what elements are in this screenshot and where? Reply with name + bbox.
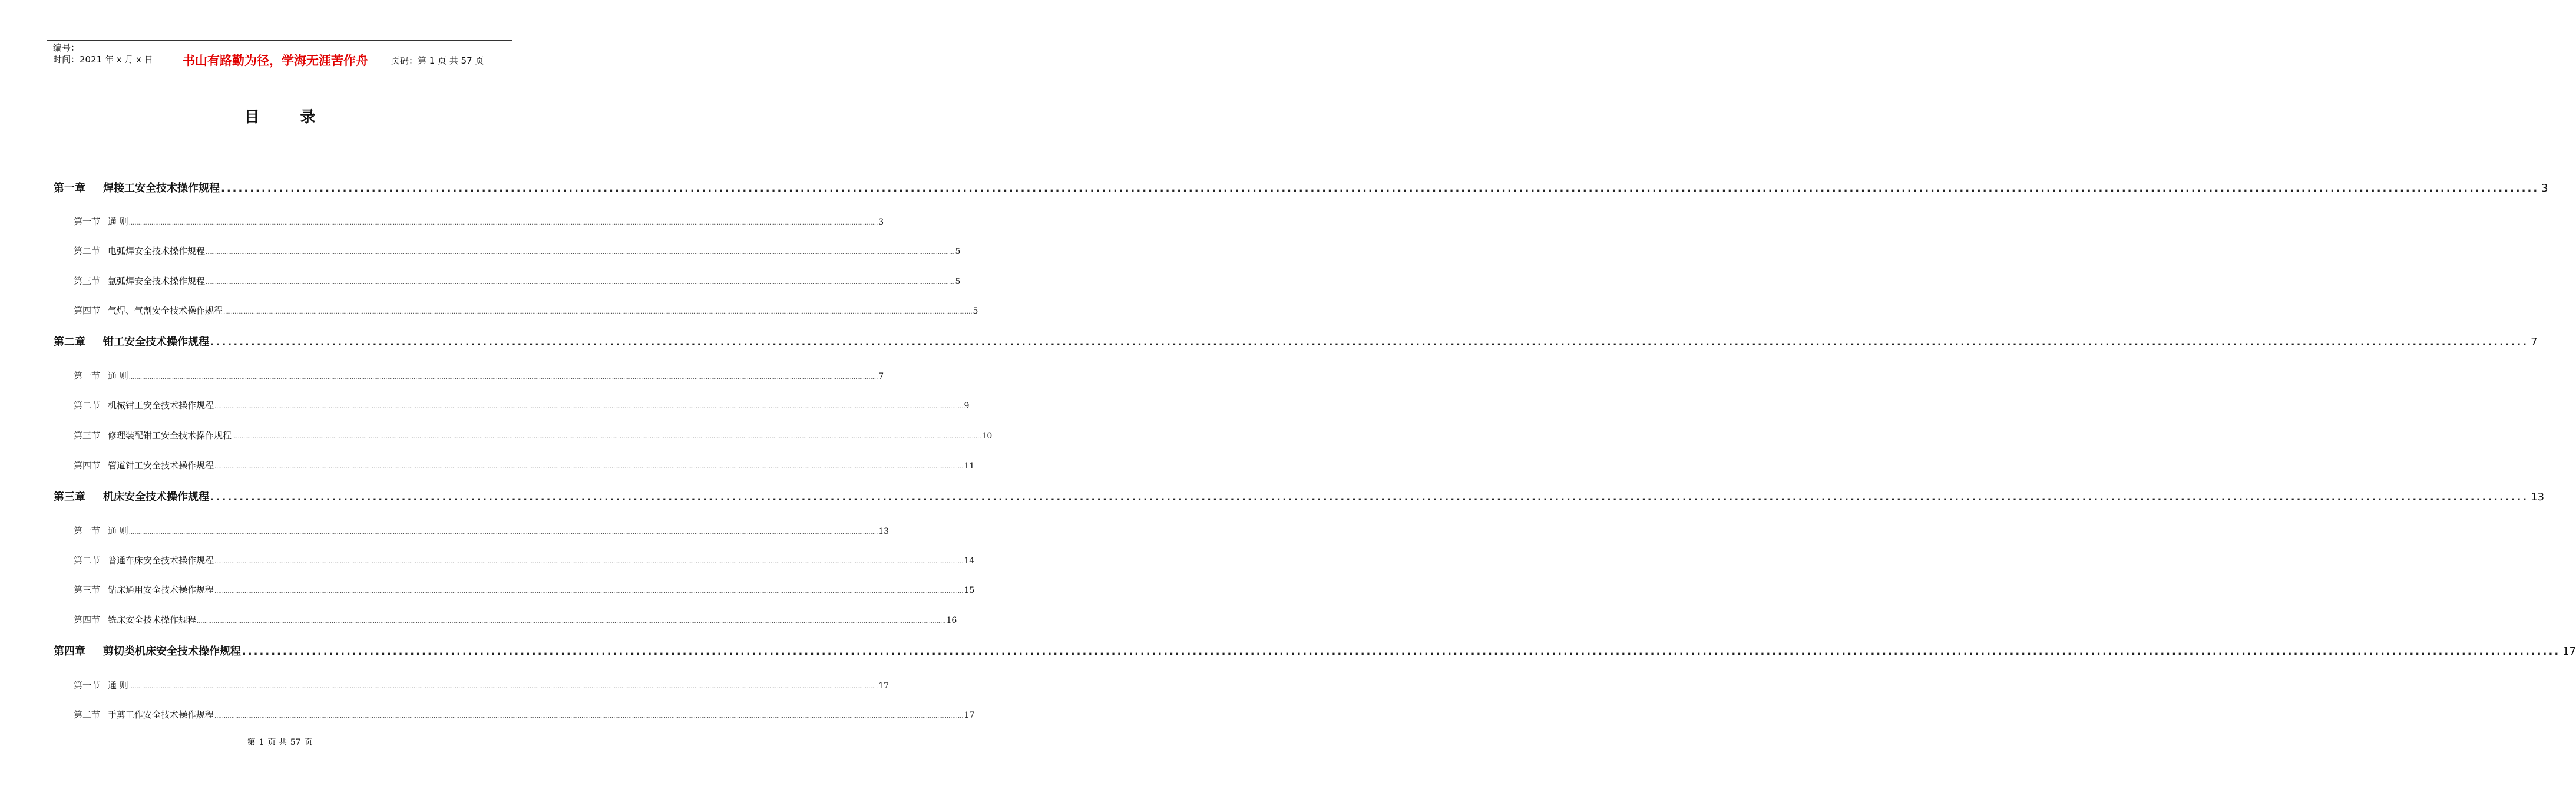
- toc-entry-title: 通 则: [108, 371, 128, 381]
- toc-entry-number: 第一节: [74, 680, 101, 691]
- toc-entry-title: 钳工安全技术操作规程: [103, 336, 209, 348]
- toc-dot-leader: ................................................................................................................................................................................................................................................................................................................................................................................................................: [214, 713, 964, 720]
- toc-entry-number: 第四章: [54, 645, 85, 658]
- toc-section-entry[interactable]: [74, 554, 975, 566]
- toc-entry-page: 10: [981, 431, 993, 441]
- toc-entry-page: 17: [2562, 645, 2576, 658]
- toc-dot-leader: ................................................................................................................................................................................................................................................................................................................................................................................................................: [128, 220, 878, 226]
- toc-entry-number: 第一节: [74, 371, 101, 381]
- footer-suffix: 页: [304, 738, 313, 747]
- toc-entry-page: 7: [878, 372, 884, 381]
- toc-entry-title: 手剪工作安全技术操作规程: [108, 710, 214, 720]
- toc-entry-number: 第二节: [74, 710, 101, 720]
- toc-section-entry[interactable]: [74, 215, 884, 227]
- toc-dot-leader: ................................................................................................................................................................................................................................................................................................................................................................................................................: [210, 336, 2529, 348]
- toc-entry-title: 剪切类机床安全技术操作规程: [103, 645, 241, 658]
- toc-entry-number: 第二章: [54, 336, 85, 348]
- toc-entry-title: 通 则: [108, 526, 128, 536]
- toc-entry-number: 第三节: [74, 585, 101, 595]
- header-page-info: 页码：第 1 页 共 57 页: [391, 55, 484, 66]
- toc-section-entry[interactable]: [74, 369, 884, 382]
- footer-total-pages: 57: [290, 738, 301, 747]
- toc-dot-leader: ................................................................................................................................................................................................................................................................................................................................................................................................................: [214, 404, 964, 410]
- serial-label: 编号：: [53, 42, 80, 53]
- toc-section-entry[interactable]: [74, 429, 993, 441]
- toc-section-entry[interactable]: [74, 679, 889, 691]
- toc-section-entry[interactable]: [74, 275, 961, 287]
- toc-entry-title: 机械钳工安全技术操作规程: [108, 400, 214, 411]
- toc-entry-number: 第三节: [74, 430, 101, 441]
- toc-entry-number: 第一章: [54, 182, 85, 194]
- toc-dot-leader: ................................................................................................................................................................................................................................................................................................................................................................................................................: [210, 491, 2529, 503]
- toc-entry-number: 第三章: [54, 491, 85, 503]
- toc-dot-leader: ................................................................................................................................................................................................................................................................................................................................................................................................................: [214, 588, 964, 595]
- toc-entry-page: 11: [964, 461, 975, 471]
- toc-entry-number: 第二节: [74, 555, 101, 566]
- toc-dot-leader: ................................................................................................................................................................................................................................................................................................................................................................................................................: [128, 684, 878, 690]
- toc-entry-page: 15: [964, 586, 975, 595]
- toc-dot-leader: ................................................................................................................................................................................................................................................................................................................................................................................................................: [232, 434, 981, 440]
- toc-chapter-entry[interactable]: [54, 489, 2545, 504]
- toc-entry-number: 第一节: [74, 526, 101, 536]
- toc-entry-title: 钻床通用安全技术操作规程: [108, 585, 214, 595]
- time-label: 时间：2021 年 x 月 x 日: [53, 54, 153, 65]
- toc-entry-number: 第一节: [74, 216, 101, 227]
- toc-chapter-entry[interactable]: [54, 643, 2576, 658]
- toc-dot-leader: ................................................................................................................................................................................................................................................................................................................................................................................................................: [197, 618, 946, 625]
- toc-dot-leader: ................................................................................................................................................................................................................................................................................................................................................................................................................: [128, 374, 878, 381]
- toc-entry-title: 电弧焊安全技术操作规程: [108, 246, 206, 256]
- page-footer: [0, 736, 560, 748]
- toc-chapter-entry[interactable]: [54, 334, 2538, 349]
- toc-entry-title: 通 则: [108, 216, 128, 227]
- toc-entry-title: 氩弧焊安全技术操作规程: [108, 276, 206, 286]
- toc-entry-page: 17: [878, 681, 889, 691]
- toc-entry-number: 第四节: [74, 305, 101, 316]
- toc-dot-leader: ................................................................................................................................................................................................................................................................................................................................................................................................................: [223, 309, 973, 315]
- toc-entry-page: 3: [2541, 182, 2548, 194]
- toc-entry-title: 机床安全技术操作规程: [103, 491, 209, 503]
- header-motto: 书山有路勤为径，学海无涯苦作舟: [166, 41, 385, 80]
- toc-section-entry[interactable]: [74, 304, 978, 316]
- toc-dot-leader: ................................................................................................................................................................................................................................................................................................................................................................................................................: [221, 182, 2539, 194]
- toc-entry-page: 3: [878, 217, 884, 227]
- toc-section-entry[interactable]: [74, 459, 975, 471]
- toc-entry-number: 第四节: [74, 460, 101, 471]
- toc-entry-number: 第四节: [74, 615, 101, 625]
- toc-entry-page: 9: [964, 401, 970, 411]
- toc-entry-title: 通 则: [108, 680, 128, 691]
- toc-entry-title: 气焊、气割安全技术操作规程: [108, 305, 223, 316]
- toc-dot-leader: ................................................................................................................................................................................................................................................................................................................................................................................................................: [128, 529, 878, 536]
- footer-current-page: 1: [259, 738, 264, 747]
- toc-entry-title: 焊接工安全技术操作规程: [103, 182, 220, 194]
- footer-prefix: 第: [247, 738, 256, 747]
- toc-entry-page: 16: [946, 616, 957, 625]
- toc-dot-leader: ................................................................................................................................................................................................................................................................................................................................................................................................................: [242, 645, 2561, 658]
- footer-middle: 页 共: [267, 738, 287, 747]
- toc-entry-title: 普通车床安全技术操作规程: [108, 555, 214, 566]
- toc-section-entry[interactable]: [74, 399, 970, 411]
- toc-entry-number: 第二节: [74, 246, 101, 256]
- toc-dot-leader: ................................................................................................................................................................................................................................................................................................................................................................................................................: [214, 559, 964, 565]
- toc-entry-page: 5: [973, 306, 978, 316]
- toc-section-entry[interactable]: [74, 524, 889, 537]
- toc-entry-page: 7: [2531, 336, 2538, 348]
- toc-entry-page: 17: [964, 711, 975, 720]
- toc-entry-number: 第二节: [74, 400, 101, 411]
- toc-section-entry[interactable]: [74, 583, 975, 596]
- toc-entry-page: 13: [2531, 491, 2545, 503]
- toc-section-entry[interactable]: [74, 245, 961, 257]
- page-title: 目 录: [244, 108, 333, 126]
- toc-chapter-entry[interactable]: [54, 180, 2548, 195]
- toc-entry-title: 管道钳工安全技术操作规程: [108, 460, 214, 471]
- toc-section-entry[interactable]: [74, 708, 975, 721]
- toc-entry-number: 第三节: [74, 276, 101, 286]
- toc-entry-title: 修理装配钳工安全技术操作规程: [108, 430, 232, 441]
- toc-dot-leader: ................................................................................................................................................................................................................................................................................................................................................................................................................: [214, 464, 964, 470]
- toc-entry-page: 13: [878, 527, 889, 536]
- toc-entry-page: 5: [955, 277, 961, 286]
- toc-dot-leader: ................................................................................................................................................................................................................................................................................................................................................................................................................: [206, 249, 955, 256]
- toc-dot-leader: ................................................................................................................................................................................................................................................................................................................................................................................................................: [206, 279, 955, 286]
- toc-section-entry[interactable]: [74, 613, 957, 626]
- toc-entry-page: 5: [955, 247, 961, 256]
- toc-entry-title: 铣床安全技术操作规程: [108, 615, 197, 625]
- toc-entry-page: 14: [964, 556, 975, 566]
